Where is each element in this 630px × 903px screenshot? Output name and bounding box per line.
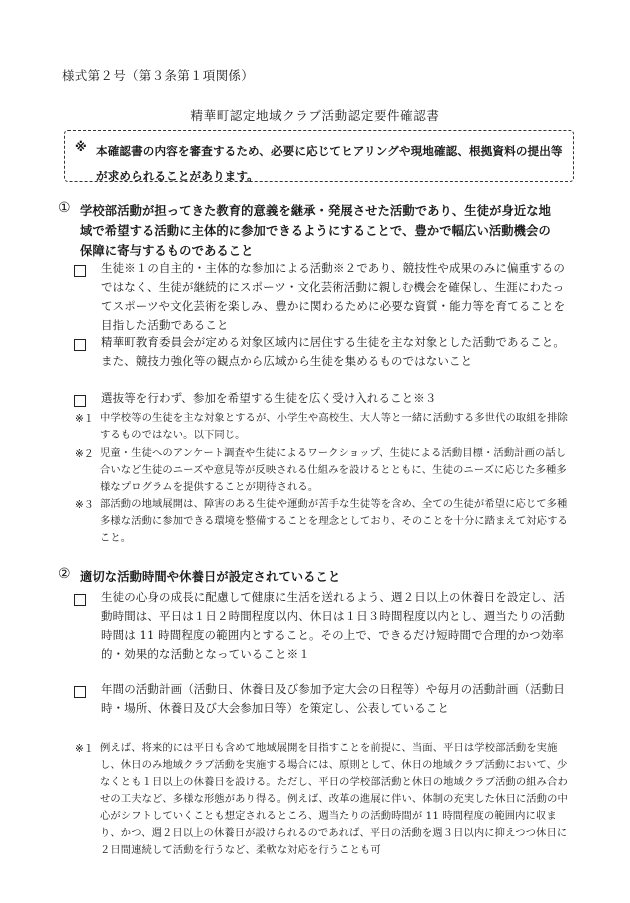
requirement-1-3: 選抜等を行わず、参加を希望する生徒を広く受け入れること※３ [101, 391, 437, 405]
requirement-2-2: 年間の活動計画（活動日、休養日及び参加予定大会の日程等）や毎月の活動計画（活動日時・場所、休養日及び大会参加日等）を策定し、公表していること [101, 682, 565, 715]
notice-box [64, 130, 574, 182]
checkbox-2-2[interactable] [74, 686, 86, 698]
section-1-heading: 学校部活動が担ってきた教育的意義を継承・発展させた活動であり、生徒が身近な地域で希望する活動に主体的に参加できるようにすることで、豊かで幅広い活動機会の保障に寄与するものであること [80, 204, 552, 258]
notice-text: 本確認書の内容を審査するため、必要に応じてヒアリングや現地確認、根拠資料の提出等が求められることがあります。 [96, 144, 563, 183]
requirement-1-1: 生徒※１の自主的・主体的な参加による活動※２であり、競技性や成果のみに偏重するのではなく、生徒が継続的にスポーツ・文化芸術活動に親しむ機会を確保し、生涯にわたってスポーツや文化芸術を楽しみ、豊かに関わるために必要な資質・能力等を育てることを目指した活動であること [101, 261, 566, 332]
document-title: 精華町認定地域クラブ活動認定要件確認書 [190, 108, 440, 123]
section-2-heading: 適切な活動時間や休養日が設定されていること [80, 570, 341, 584]
note-1-2-mark: ※２ [75, 448, 94, 460]
requirement-1-2: 精華町教育委員会が定める対象区域内に居住する生徒を主な対象とした活動であること。また、競技力強化等の観点から広域から生徒を集めるものではないこと [101, 335, 565, 368]
section-1-number: ① [58, 200, 71, 216]
note-1-3-mark: ※３ [75, 499, 94, 511]
form-number: 様式第２号（第３条第１項関係） [62, 68, 255, 83]
section-2-number: ② [58, 566, 71, 582]
note-1-2: 児童・生徒へのアンケート調査や生徒によるワークショップ、生徒による活動目標・活動計画の話し合いなど生徒のニーズや意見等が反映される仕組みを設けるとともに、生徒のニーズに応じた多種多様なプログラムを提供することが期待される。 [100, 447, 567, 493]
checkbox-1-1[interactable] [74, 265, 86, 277]
note-1-3: 部活動の地域展開は、障害のある生徒や運動が苦手な生徒等を含め、全ての生徒が希望に応じて多種多様な活動に参加できる環境を整備することを理念としており、そのことを十分に踏まえて対応すること。 [100, 498, 568, 544]
note-2-1-mark: ※１ [75, 743, 94, 755]
checkbox-1-2[interactable] [74, 339, 86, 351]
requirement-2-1: 生徒の心身の成長に配慮して健康に生活を送れるよう、週２日以上の休養日を設定し、活動時間は、平日は１日２時間程度以内、休日は１日３時間程度以内とし、週当たりの活動時間は 11 時間程度の範囲内とすること。その上で、できるだけ短時間で合理的かつ効率的・効果的な活動となっていること※１ [101, 590, 565, 661]
note-2-1: 例えば、将来的には平日も含めて地域展開を目指すことを前提に、当面、平日は学校部活動を実施し、休日のみ地域クラブ活動を実施する場合には、原則として、休日の地域クラブ活動において、少なくとも１日以上の休養日を設ける。ただし、平日の学校部活動と休日の地域クラブ活動の組み合わせの工夫など、多様な形態があり得る。例えば、改革の進展に伴い、体制の充実した休日に活動の中心がシフトしていくことも想定されるところ、週当たりの活動時間が 11 時間程度の範囲内に収まり、かつ、週２日以上の休養日が設けられるのであれば、平日の活動を週３日以内に抑えつつ休日に２日間連続して活動を行うなど、柔軟な対応を行うことも可 [100, 742, 568, 856]
notice-mark: ※ [75, 140, 87, 154]
checkbox-2-1[interactable] [74, 594, 86, 606]
checkbox-1-3[interactable] [74, 395, 86, 407]
note-1-1: 中学校等の生徒を主な対象とするが、小学生や高校生、大人等と一緒に活動する多世代の取組を排除するものではない。以下同じ。 [100, 412, 568, 441]
note-1-1-mark: ※１ [75, 413, 94, 425]
